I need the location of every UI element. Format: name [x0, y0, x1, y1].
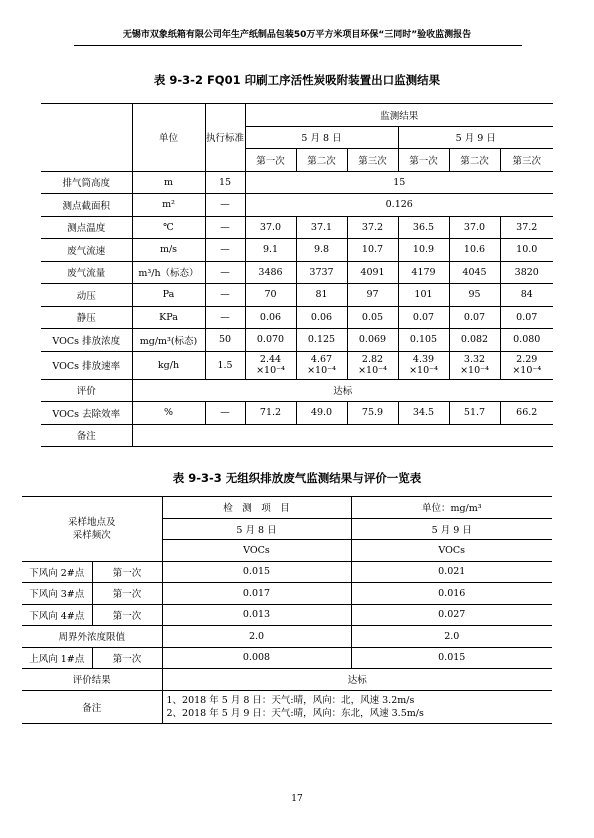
std-cell: — — [205, 402, 245, 425]
value-cell: 0.125 — [296, 329, 347, 352]
value-cell: 0.013 — [162, 604, 351, 626]
site-header-text: 采样地点及采样频次 — [67, 516, 116, 541]
mantissa: 4.67 — [310, 354, 333, 365]
value-cell: 101 — [398, 284, 449, 307]
value-cell: 10.9 — [398, 239, 449, 262]
value-cell: 84 — [500, 284, 553, 307]
unit-cell: kg/h — [132, 351, 205, 379]
value-cell: 34.5 — [398, 402, 449, 425]
exponent: ×10⁻⁴ — [512, 365, 542, 376]
note-label: 备注 — [22, 690, 162, 723]
table-row — [22, 647, 552, 669]
exponent: ×10⁻⁴ — [307, 365, 336, 376]
value-cell: 0.008 — [162, 647, 351, 669]
exponent: ×10⁻⁴ — [358, 365, 387, 376]
value-cell: 15 — [245, 171, 553, 194]
value-cell: 97 — [347, 284, 398, 307]
value-cell: 10.0 — [500, 239, 553, 262]
table-row — [22, 583, 552, 605]
site-cell: 下风向 3#点 — [22, 583, 92, 605]
limit-cell: 2.0 — [162, 626, 351, 648]
table-row — [41, 351, 553, 379]
time-header: 第二次 — [296, 149, 347, 172]
value-cell — [449, 351, 500, 379]
value-cell: 0.07 — [398, 306, 449, 329]
table-row — [41, 216, 553, 239]
pollutant-header: VOCs — [351, 540, 552, 562]
fugitive-emission-table — [22, 496, 552, 724]
unit-header: 单位 — [132, 104, 205, 172]
std-cell: — — [205, 284, 245, 307]
limit-label: 周界外浓度限值 — [22, 626, 162, 648]
value-cell — [347, 351, 398, 379]
table-row — [22, 561, 552, 583]
time-header: 第三次 — [500, 149, 553, 172]
table-row — [41, 402, 553, 425]
page-number: 17 — [291, 794, 303, 804]
date-header-2: 5 月 9 日 — [351, 518, 552, 540]
value-cell: 51.7 — [449, 402, 500, 425]
limit-cell: 2.0 — [351, 626, 552, 648]
std-cell: — — [205, 261, 245, 284]
row-label: VOCs 排放速率 — [41, 351, 132, 379]
value-cell: 0.06 — [296, 306, 347, 329]
row-label: 测点截面积 — [41, 194, 132, 217]
value-cell: 0.070 — [245, 329, 296, 352]
row-label: 测点温度 — [41, 216, 132, 239]
std-cell: — — [205, 306, 245, 329]
date-header-2: 5 月 9 日 — [398, 126, 553, 149]
time-header: 第三次 — [347, 149, 398, 172]
table2-title: 表 9-3-3 无组织排放废气监测结果与评价一览表 — [172, 471, 422, 485]
table-row — [41, 379, 553, 402]
unit-cell: m/s — [132, 239, 205, 262]
stack-monitoring-table — [41, 103, 553, 447]
std-cell: — — [205, 216, 245, 239]
value-cell: 9.1 — [245, 239, 296, 262]
value-cell: 37.2 — [500, 216, 553, 239]
value-cell: 4045 — [449, 261, 500, 284]
value-cell: 0.105 — [398, 329, 449, 352]
item-header: 检 测 项 目 — [162, 497, 351, 519]
mantissa: 2.82 — [361, 354, 384, 365]
mantissa: 3.32 — [463, 354, 486, 365]
value-cell: 3737 — [296, 261, 347, 284]
note-cell — [162, 690, 552, 723]
time-header: 第二次 — [449, 149, 500, 172]
table-row — [41, 329, 553, 352]
value-cell: 37.2 — [347, 216, 398, 239]
exponent: ×10⁻⁴ — [409, 365, 438, 376]
unit-cell: KPa — [132, 306, 205, 329]
unit-cell: m — [132, 171, 205, 194]
eval-label: 评价结果 — [22, 669, 162, 691]
corner-cell — [41, 104, 132, 172]
value-cell: 66.2 — [500, 402, 553, 425]
eval-value: 达标 — [162, 669, 552, 691]
value-cell: 0.015 — [351, 647, 552, 669]
table-row — [41, 194, 553, 217]
unit-cell: Pa — [132, 284, 205, 307]
unit-header: 单位：mg/m³ — [351, 497, 552, 519]
row-label: VOCs 排放浓度 — [41, 329, 132, 352]
freq-cell: 第一次 — [92, 583, 162, 605]
table-row — [22, 604, 552, 626]
unit-cell: % — [132, 402, 205, 425]
value-cell: 0.05 — [347, 306, 398, 329]
pollutant-header: VOCs — [162, 540, 351, 562]
freq-cell: 第一次 — [92, 561, 162, 583]
time-header: 第一次 — [245, 149, 296, 172]
value-cell: 0.021 — [351, 561, 552, 583]
row-label: 废气流速 — [41, 239, 132, 262]
unit-cell: m² — [132, 194, 205, 217]
note-cell — [132, 424, 553, 447]
date-header-1: 5 月 8 日 — [162, 518, 351, 540]
value-cell: 0.07 — [449, 306, 500, 329]
row-label: 排气筒高度 — [41, 171, 132, 194]
value-cell: 0.082 — [449, 329, 500, 352]
value-cell: 4179 — [398, 261, 449, 284]
result-header: 监测结果 — [245, 104, 553, 127]
value-cell: 0.017 — [162, 583, 351, 605]
std-cell: — — [205, 239, 245, 262]
value-cell: 0.015 — [162, 561, 351, 583]
evaluation-cell: 达标 — [132, 379, 553, 402]
report-header: 无锡市双象纸箱有限公司年生产纸制品包装50万平方米项目环保“三同时”验收监测报告 — [122, 30, 472, 40]
site-cell: 下风向 4#点 — [22, 604, 92, 626]
value-cell: 0.06 — [245, 306, 296, 329]
freq-cell: 第一次 — [92, 647, 162, 669]
value-cell: 49.0 — [296, 402, 347, 425]
std-cell: — — [205, 194, 245, 217]
date-header-1: 5 月 8 日 — [245, 126, 398, 149]
std-cell: 1.5 — [205, 351, 245, 379]
row-label: VOCs 去除效率 — [41, 402, 132, 425]
value-cell: 0.069 — [347, 329, 398, 352]
site-header — [22, 497, 162, 562]
table-row — [41, 306, 553, 329]
site-cell: 上风向 1#点 — [22, 647, 92, 669]
value-cell: 70 — [245, 284, 296, 307]
table-row — [41, 284, 553, 307]
exponent: ×10⁻⁴ — [256, 365, 285, 376]
table-row — [22, 690, 552, 723]
table-row — [41, 424, 553, 447]
table1-title: 表 9-3-2 FQ01 印刷工序活性炭吸附装置出口监测结果 — [153, 73, 441, 87]
standard-header: 执行标准 — [205, 104, 245, 172]
table-row — [41, 239, 553, 262]
table-row — [22, 669, 552, 691]
value-cell — [245, 351, 296, 379]
value-cell: 37.0 — [449, 216, 500, 239]
mantissa: 2.29 — [516, 354, 538, 365]
value-cell: 9.8 — [296, 239, 347, 262]
time-header: 第一次 — [398, 149, 449, 172]
exponent: ×10⁻⁴ — [460, 365, 489, 376]
value-cell: 37.1 — [296, 216, 347, 239]
row-label: 废气流量 — [41, 261, 132, 284]
row-label: 评价 — [41, 379, 132, 402]
freq-cell: 第一次 — [92, 604, 162, 626]
row-label: 动压 — [41, 284, 132, 307]
value-cell: 36.5 — [398, 216, 449, 239]
value-cell — [398, 351, 449, 379]
mantissa: 4.39 — [412, 354, 435, 365]
value-cell: 4091 — [347, 261, 398, 284]
value-cell: 0.126 — [245, 194, 553, 217]
value-cell: 81 — [296, 284, 347, 307]
std-cell: 50 — [205, 329, 245, 352]
value-cell: 0.080 — [500, 329, 553, 352]
value-cell: 75.9 — [347, 402, 398, 425]
value-cell: 10.7 — [347, 239, 398, 262]
value-cell: 71.2 — [245, 402, 296, 425]
value-cell: 0.027 — [351, 604, 552, 626]
table-row — [41, 171, 553, 194]
table-row — [41, 261, 553, 284]
row-label: 备注 — [41, 424, 132, 447]
value-cell: 37.0 — [245, 216, 296, 239]
unit-cell: ℃ — [132, 216, 205, 239]
value-cell: 0.016 — [351, 583, 552, 605]
note-line-1: 1、2018 年 5 月 8 日：天气:晴，风向：北，风速 3.2m/s — [166, 694, 415, 706]
value-cell: 3486 — [245, 261, 296, 284]
value-cell: 10.6 — [449, 239, 500, 262]
unit-cell: m³/h（标态） — [132, 261, 205, 284]
note-line-2: 2、2018 年 5 月 9 日：天气:晴，风向：东北，风速 3.5m/s — [166, 707, 424, 719]
value-cell: 0.07 — [500, 306, 553, 329]
std-cell: 15 — [205, 171, 245, 194]
unit-cell: mg/m³(标态) — [132, 329, 205, 352]
header-rule — [74, 45, 522, 46]
value-cell — [296, 351, 347, 379]
row-label: 静压 — [41, 306, 132, 329]
site-cell: 下风向 2#点 — [22, 561, 92, 583]
value-cell: 95 — [449, 284, 500, 307]
mantissa: 2.44 — [259, 354, 282, 365]
value-cell: 3820 — [500, 261, 553, 284]
table-row — [22, 626, 552, 648]
value-cell — [500, 351, 553, 379]
